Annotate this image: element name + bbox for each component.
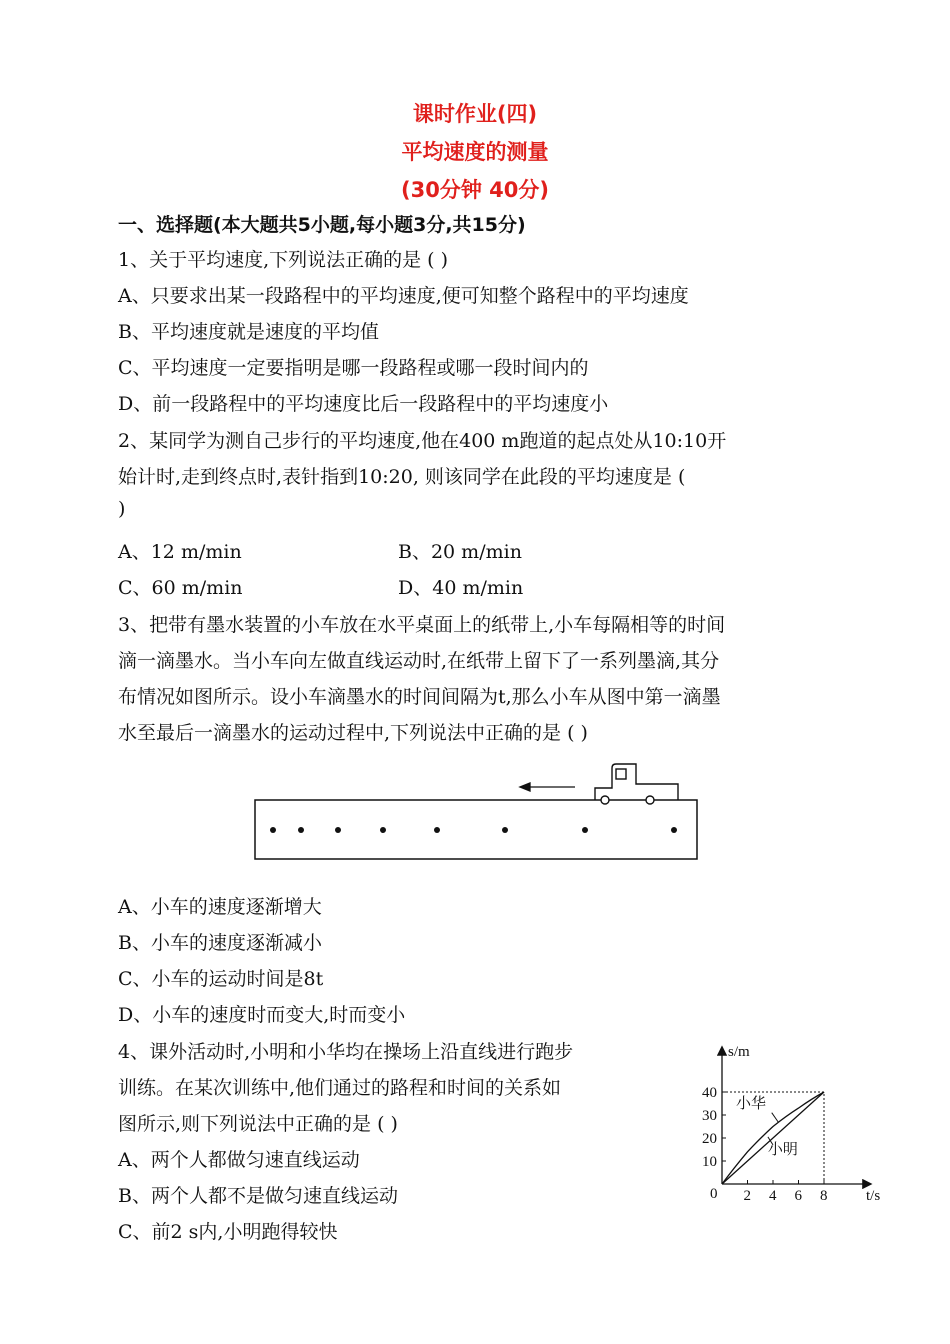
series-label-xiaohua: 小华 [736, 1096, 767, 1113]
q4-stem-line1: 4、课外活动时,小明和小华均在操场上沿直线进行跑步 [118, 1041, 574, 1063]
q2-option-b: B、20 m/min [398, 541, 522, 563]
x-tick-label: 4 [769, 1188, 777, 1202]
q3-option-b: B、小车的速度逐渐减小 [118, 932, 322, 954]
ink-drop [434, 827, 440, 833]
y-axis-label: s/m [728, 1044, 750, 1060]
page-subtitle: 平均速度的测量 [401, 140, 549, 164]
q3-stem-line3: 布情况如图所示。设小车滴墨水的时间间隔为t,那么小车从图中第一滴墨 [118, 686, 721, 708]
ink-drop [502, 827, 508, 833]
cart-icon [595, 764, 678, 804]
q3-option-d: D、小车的速度时而变大,时而变小 [118, 1004, 406, 1026]
q2-stem-line3: ) [118, 498, 126, 520]
q2-stem-line2: 始计时,走到终点时,表针指到10:20, 则该同学在此段的平均速度是 ( [118, 466, 686, 488]
q1-stem: 1、关于平均速度,下列说法正确的是 ( ) [118, 249, 449, 271]
q1-option-b: B、平均速度就是速度的平均值 [118, 321, 379, 343]
left-arrow-icon [520, 783, 575, 791]
origin-label: 0 [710, 1186, 718, 1202]
q1-option-c: C、平均速度一定要指明是哪一段路程或哪一段时间内的 [118, 357, 589, 379]
paper-strip [255, 800, 697, 859]
q3-option-a: A、小车的速度逐渐增大 [118, 896, 322, 918]
q2-option-d: D、40 m/min [398, 577, 524, 599]
q4-stem-line2: 训练。在某次训练中,他们通过的路程和时间的关系如 [118, 1077, 562, 1099]
q2-stem-line1: 2、某同学为测自己步行的平均速度,他在400 m跑道的起点处从10:10开 [118, 430, 727, 452]
x-tick-label: 2 [743, 1188, 751, 1202]
q2-option-a: A、12 m/min [118, 541, 242, 563]
y-tick-label: 30 [702, 1108, 717, 1124]
page-title: 课时作业(四) [412, 102, 538, 126]
y-tick-label: 10 [702, 1154, 717, 1170]
distance-time-chart [690, 1040, 890, 1202]
x-tick-label: 8 [820, 1188, 828, 1202]
ink-drop [380, 827, 386, 833]
leader-line [772, 1113, 778, 1122]
q4-option-c: C、前2 s内,小明跑得较快 [118, 1221, 338, 1243]
q2-option-c: C、60 m/min [118, 577, 243, 599]
q4-option-b: B、两个人都不是做匀速直线运动 [118, 1185, 398, 1207]
q3-option-c: C、小车的运动时间是8t [118, 968, 324, 990]
ink-drop [335, 827, 341, 833]
y-tick-label: 20 [702, 1131, 717, 1147]
ink-drop [270, 827, 276, 833]
y-tick-label: 40 [702, 1085, 717, 1101]
ink-drop [582, 827, 588, 833]
q3-stem-line2: 滴一滴墨水。当小车向左做直线运动时,在纸带上留下了一系列墨滴,其分 [118, 650, 720, 672]
series-label-xiaoming: 小明 [767, 1142, 798, 1159]
ink-drop [298, 827, 304, 833]
section-heading: 一、选择题(本大题共5小题,每小题3分,共15分) [118, 214, 526, 236]
q3-stem-line1: 3、把带有墨水装置的小车放在水平桌面上的纸带上,小车每隔相等的时间 [118, 614, 726, 636]
ink-tape-figure [250, 760, 702, 864]
q4-stem-line3: 图所示,则下列说法中正确的是 ( ) [118, 1113, 398, 1135]
x-tick-label: 6 [794, 1188, 802, 1202]
q3-stem-line4: 水至最后一滴墨水的运动过程中,下列说法中正确的是 ( ) [118, 722, 588, 744]
time-score: (30分钟 40分) [401, 178, 549, 202]
x-axis-label: t/s [866, 1188, 881, 1202]
q1-option-a: A、只要求出某一段路程中的平均速度,便可知整个路程中的平均速度 [118, 285, 689, 307]
ink-drop [671, 827, 677, 833]
q4-option-a: A、两个人都做匀速直线运动 [118, 1149, 360, 1171]
q1-option-d: D、前一段路程中的平均速度比后一段路程中的平均速度小 [118, 393, 609, 415]
